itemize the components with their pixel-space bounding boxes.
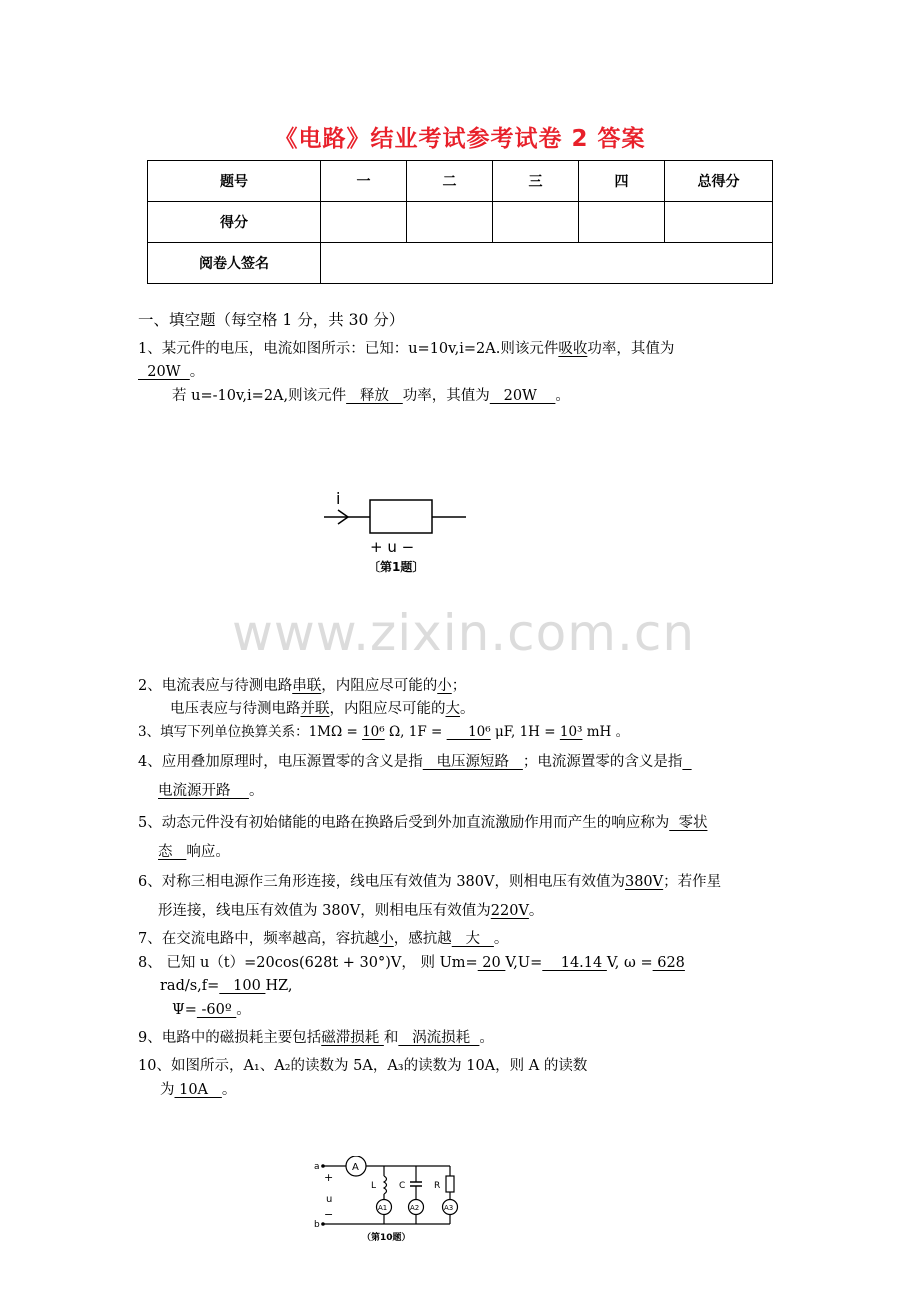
question-text: rad/s,f= [160, 978, 220, 994]
question-8-line-2 [160, 976, 293, 996]
question-text: ，内阻应尽可能的 [329, 701, 446, 717]
question-text: 8、 已知 u（t）=20cos(628t + 30°)V， 则 Um= [138, 955, 478, 971]
table-header-cell: 一 [321, 161, 407, 202]
answer-blank: 大 [451, 931, 494, 947]
question-9 [138, 1028, 494, 1048]
figure-caption: 〔第1题〕 [368, 560, 425, 574]
question-text: 1、某元件的电压，电流如图所示：已知：u=10v,i=2A.则该元件 [138, 341, 559, 357]
label-u: u [326, 1194, 333, 1205]
score-cell [665, 202, 773, 243]
question-10-line-1 [138, 1056, 587, 1076]
question-4-line-1 [138, 752, 692, 772]
answer-blank: 零状 [669, 815, 708, 831]
question-1-line-1 [138, 339, 674, 359]
answer-blank: 并联 [300, 701, 330, 717]
component-box [370, 500, 432, 533]
score-cell [321, 202, 407, 243]
question-text: 和 [383, 1030, 399, 1046]
table-row [148, 202, 773, 243]
question-text: ，内阻应尽可能的 [321, 678, 438, 694]
question-text: 2、电流表应与待测电路 [138, 678, 293, 694]
answer-blank [682, 754, 691, 770]
question-1-line-3 [172, 386, 570, 406]
table-header-cell: 题号 [148, 161, 321, 202]
score-cell [493, 202, 579, 243]
label-ammeter-a2: A2 [410, 1204, 420, 1212]
answer-blank: 10A [174, 1082, 222, 1098]
figure-label-i: i [336, 489, 341, 508]
question-text: 。 [555, 388, 570, 404]
answer-blank: 220V [490, 903, 529, 919]
question-text: 4、应用叠加原理时，电压源置零的含义是指 [138, 754, 423, 770]
question-text: 形连接，线电压有效值为 380V，则相电压有效值为 [158, 903, 491, 919]
question-10-line-2 [160, 1080, 236, 1100]
section-heading: 一、填空题（每空格 1 分，共 30 分） [138, 311, 405, 329]
question-text: 功率，其值为 [402, 388, 490, 404]
question-text: 。 [493, 931, 509, 947]
label-a: a [314, 1162, 320, 1172]
score-cell [407, 202, 493, 243]
answer-blank: 电流源开路 [158, 783, 249, 799]
label-R: R [434, 1181, 441, 1191]
question-text: ； [451, 678, 467, 694]
figure-caption: （第10题） [362, 1233, 411, 1243]
table-header-cell: 二 [407, 161, 493, 202]
resistor-icon [446, 1176, 454, 1192]
question-8-line-1 [138, 953, 685, 973]
question-2-line-2 [170, 699, 475, 719]
score-cell [579, 202, 665, 243]
question-text: 5、动态元件没有初始储能的电路在换路后受到外加直流激励作用而产生的响应称为 [138, 815, 670, 831]
table-header-cell: 总得分 [665, 161, 773, 202]
question-text: Ω, 1F = [388, 724, 443, 740]
figure-label-u: + u − [370, 538, 415, 556]
question-2-line-1 [138, 676, 466, 696]
table-row-label: 得分 [148, 202, 321, 243]
question-5-line-2 [158, 842, 230, 862]
question-text: mH 。 [586, 724, 630, 740]
answer-blank: 10⁶ [362, 724, 385, 740]
question-4-line-2 [158, 781, 263, 801]
answer-blank: 100 [219, 978, 266, 994]
answer-blank: 态 [158, 844, 187, 860]
label-b: b [314, 1220, 320, 1230]
answer-blank: 628 [652, 955, 685, 971]
question-text: 。 [528, 903, 544, 919]
question-text: 为 [160, 1082, 175, 1098]
answer-blank: 小 [437, 678, 452, 694]
question-text: 。 [236, 1002, 251, 1018]
question-text: 功率，其值为 [587, 341, 675, 357]
table-header-cell: 三 [493, 161, 579, 202]
question-text: 。 [460, 701, 475, 717]
answer-blank: 20 [477, 955, 506, 971]
question-text: ，感抗越 [393, 931, 452, 947]
question-text: 9、电路中的磁损耗主要包括 [138, 1030, 322, 1046]
question-text: ；电流源置零的含义是指 [522, 754, 683, 770]
question-text: 响应。 [186, 844, 230, 860]
answer-blank: -60º [196, 1002, 237, 1018]
table-header-cell: 四 [579, 161, 665, 202]
question-text: 。 [479, 1030, 494, 1046]
answer-blank: 涡流损耗 [398, 1030, 480, 1046]
question-text: μF, 1H = [494, 724, 556, 740]
page-title: 《电路》结业考试参考试卷 2 答案 [274, 126, 646, 152]
label-C: C [399, 1181, 406, 1191]
question-text: 。 [189, 364, 205, 380]
figure-10-circuit-diagram [312, 1156, 466, 1244]
question-6-line-1 [138, 872, 721, 892]
answer-blank: 20W [489, 388, 556, 404]
question-text: 电压表应与待测电路 [170, 701, 301, 717]
label-plus: + [324, 1171, 334, 1184]
answer-blank: 小 [379, 931, 394, 947]
answer-blank: 20W [138, 364, 190, 380]
answer-blank: 14.14 [542, 955, 607, 971]
answer-blank: 电压源短路 [422, 754, 523, 770]
table-row [148, 161, 773, 202]
answer-blank: 磁滞损耗 [321, 1030, 384, 1046]
question-6-line-2 [158, 901, 543, 921]
question-8-line-3 [172, 1000, 251, 1020]
answer-blank: 释放 [346, 388, 403, 404]
label-ammeter-a: A [352, 1162, 359, 1173]
label-ammeter-a1: A1 [378, 1204, 388, 1212]
question-text: 。 [221, 1082, 237, 1098]
question-text: HZ, [265, 978, 293, 994]
answer-blank: 大 [445, 701, 460, 717]
answer-blank: 380V [624, 874, 664, 890]
question-text: 。 [248, 783, 264, 799]
question-7 [138, 929, 508, 949]
label-ammeter-a3: A3 [444, 1204, 454, 1212]
answer-blank: 吸收 [558, 341, 588, 357]
question-text: 若 u=-10v,i=2A,则该元件 [172, 388, 347, 404]
question-5-line-1 [138, 813, 707, 833]
label-minus: − [324, 1208, 334, 1221]
question-text: V,U= [505, 955, 543, 971]
label-L: L [371, 1181, 377, 1191]
question-text: Ψ= [172, 1002, 197, 1018]
question-text: V, ω = [606, 955, 653, 971]
figure-1-element-diagram [318, 486, 478, 578]
answer-blank: 10⁶ [446, 724, 491, 740]
score-table [147, 160, 773, 284]
watermark: www.zixin.com.cn [232, 604, 696, 662]
question-text: 7、在交流电路中，频率越高，容抗越 [138, 931, 380, 947]
table-row [148, 243, 773, 284]
question-text: 3、填写下列单位换算关系：1MΩ = [138, 724, 358, 740]
signature-cell [321, 243, 773, 284]
question-text: 10、如图所示，A₁、A₂的读数为 5A，A₃的读数为 10A，则 A 的读数 [138, 1058, 588, 1074]
answer-blank: 10³ [559, 724, 583, 740]
table-row-label: 阅卷人签名 [148, 243, 321, 284]
question-text: 6、对称三相电源作三角形连接，线电压有效值为 380V，则相电压有效值为 [138, 874, 625, 890]
inductor-icon [384, 1176, 387, 1194]
question-3 [138, 722, 629, 742]
question-1-line-2 [138, 362, 204, 382]
question-text: ；若作星 [663, 874, 722, 890]
answer-blank: 串联 [292, 678, 322, 694]
